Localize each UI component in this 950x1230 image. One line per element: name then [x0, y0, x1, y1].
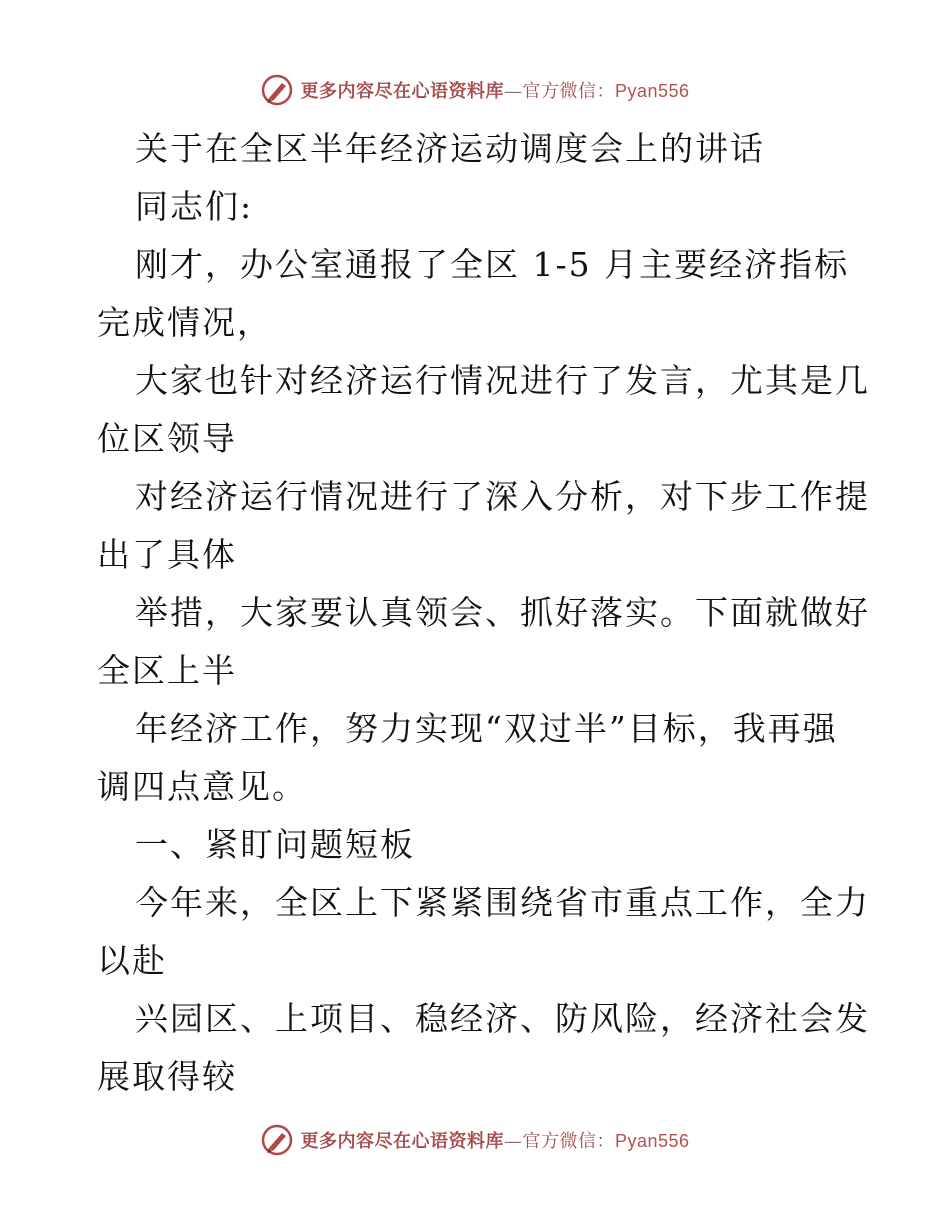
- document-line: 完成情况，: [97, 303, 272, 342]
- watermark-separator: —: [503, 81, 523, 102]
- document-line: 对经济运行情况进行了深入分析，对下步工作提: [135, 477, 870, 516]
- watermark-brand: 更多内容尽在心语资料库: [300, 1131, 504, 1152]
- document-line: 展取得较: [97, 1057, 237, 1096]
- header-watermark-banner: [0, 68, 950, 112]
- document-paragraphs: [97, 236, 870, 1106]
- document-body: [97, 120, 870, 1106]
- document-line: 位区领导: [97, 419, 237, 458]
- watermark-separator: —: [503, 1131, 523, 1152]
- watermark-account: Pyan556: [614, 1131, 690, 1151]
- document-line: 今年来，全区上下紧紧围绕省市重点工作，全力: [135, 883, 870, 922]
- document-greeting: 同志们:: [135, 187, 254, 226]
- watermark-brand: 更多内容尽在心语资料库: [300, 81, 504, 102]
- watermark-wechat-label: 官方微信：: [522, 1131, 615, 1152]
- pen-logo-icon: [260, 73, 294, 107]
- watermark-text: [300, 1127, 689, 1153]
- document-line: 调四点意见。: [97, 767, 307, 806]
- footer-watermark-banner: [0, 1118, 950, 1162]
- document-line: 刚才，办公室通报了全区 1-5 月主要经济指标: [135, 245, 850, 284]
- document-line: 以赴: [97, 941, 167, 980]
- watermark-wechat-label: 官方微信：: [522, 81, 615, 102]
- watermark-account: Pyan556: [614, 81, 690, 101]
- document-line: 年经济工作，努力实现“双过半”目标，我再强: [135, 709, 838, 748]
- watermark-text: [300, 77, 689, 103]
- document-line: 兴园区、上项目、稳经济、防风险，经济社会发: [135, 999, 870, 1038]
- document-line: 一、紧盯问题短板: [135, 825, 415, 864]
- document-title: 关于在全区半年经济运动调度会上的讲话: [135, 129, 765, 168]
- pen-logo-icon: [260, 1123, 294, 1157]
- document-line: 出了具体: [97, 535, 237, 574]
- document-line: 举措，大家要认真领会、抓好落实。下面就做好: [135, 593, 870, 632]
- document-line: 大家也针对经济运行情况进行了发言，尤其是几: [135, 361, 870, 400]
- document-line: 全区上半: [97, 651, 237, 690]
